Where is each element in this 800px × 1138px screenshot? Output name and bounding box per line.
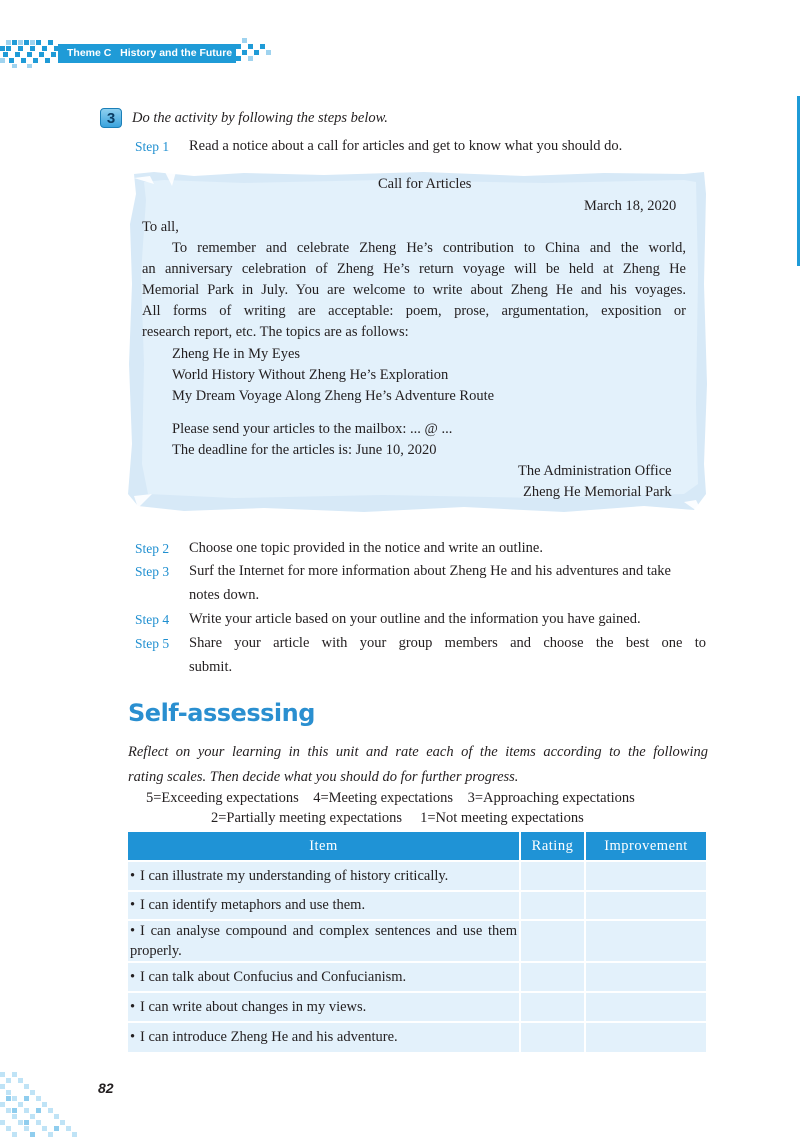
item-text: I can illustrate my understanding of history critically.: [140, 867, 449, 884]
item-cell: [128, 962, 520, 992]
item-cell: [128, 1022, 520, 1052]
rating-cell[interactable]: [520, 920, 585, 962]
step-5: [135, 632, 169, 656]
header-pixel-decoration-right: [234, 38, 274, 68]
step-3-continuation: notes down.: [189, 587, 260, 603]
table-row: [128, 992, 706, 1022]
footer-pixel-decoration: [0, 1068, 95, 1138]
notice-body-line: All forms of writing are acceptable: poem, prose, argumentation, exposition or: [142, 303, 686, 319]
notice-body-line: research report, etc. The topics are as follows:: [142, 324, 409, 340]
table-row: [128, 861, 706, 891]
step-text: Surf the Internet for more information about Zheng He and his adventures and take: [189, 563, 671, 579]
table-row: [128, 962, 706, 992]
header-band: [58, 44, 236, 63]
bullet-icon: •: [130, 923, 136, 939]
improvement-cell[interactable]: [585, 891, 706, 920]
notice-signature-park: Zheng He Memorial Park: [523, 484, 672, 500]
table-row: [128, 920, 706, 962]
item-text: I can analyse compound and complex sentences and use them properly.: [130, 923, 517, 959]
item-cell: [128, 861, 520, 891]
bullet-icon: •: [130, 998, 136, 1015]
improvement-cell[interactable]: [585, 920, 706, 962]
step-label: Step 1: [135, 139, 170, 154]
step-text: Share your article with your group members and choose the best one to: [189, 635, 706, 651]
item-text: I can write about changes in my views.: [140, 998, 367, 1015]
notice-topic: My Dream Voyage Along Zheng He’s Adventure Route: [172, 388, 495, 404]
notice-title: Call for Articles: [378, 176, 472, 192]
item-cell: [128, 992, 520, 1022]
improvement-cell[interactable]: [585, 962, 706, 992]
notice-salutation: To all,: [142, 219, 179, 235]
column-header-improvement: Improvement: [585, 832, 706, 861]
step-2: [135, 537, 543, 561]
notice-body-line: Memorial Park in July. You are welcome to write about Zheng He and his voyages.: [142, 282, 686, 298]
item-text: I can identify metaphors and use them.: [140, 897, 366, 913]
rating-cell[interactable]: [520, 962, 585, 992]
improvement-cell[interactable]: [585, 861, 706, 891]
step-label: Step 2: [135, 541, 170, 556]
page-number: 82: [98, 1080, 114, 1096]
rating-cell[interactable]: [520, 1022, 585, 1052]
step-4: [135, 608, 641, 632]
step-text: Write your article based on your outline and the information you have gained.: [189, 611, 641, 627]
step-1: [135, 135, 623, 159]
rating-scale-line: 2=Partially meeting expectations 1=Not meeting expectations: [211, 810, 584, 826]
notice-topic: Zheng He in My Eyes: [172, 346, 301, 362]
improvement-cell[interactable]: [585, 1022, 706, 1052]
bullet-icon: •: [130, 897, 136, 913]
notice-topic: World History Without Zheng He’s Exploration: [172, 367, 449, 383]
reflect-line: rating scales. Then decide what you should do for further progress.: [128, 769, 519, 785]
step-3: [135, 560, 671, 584]
rating-scale-line: 5=Exceeding expectations 4=Meeting expectations 3=Approaching expectations: [146, 790, 635, 806]
step-5-continuation: submit.: [189, 659, 233, 675]
step-text: Read a notice about a call for articles and get to know what you should do.: [189, 138, 623, 154]
step-label: Step 3: [135, 564, 170, 579]
bullet-icon: •: [130, 968, 136, 985]
rating-cell[interactable]: [520, 891, 585, 920]
improvement-cell[interactable]: [585, 992, 706, 1022]
column-header-item: Item: [128, 832, 520, 861]
self-assessment-table: [128, 832, 706, 1052]
item-cell: [128, 891, 520, 920]
table-row: [128, 1022, 706, 1052]
item-text: I can introduce Zheng He and his adventure.: [140, 1029, 398, 1045]
reflect-line: Reflect on your learning in this unit and rate each of the items according to the following: [128, 744, 708, 760]
header-theme: Theme C: [67, 47, 112, 59]
rating-cell[interactable]: [520, 992, 585, 1022]
bullet-icon: •: [130, 867, 136, 884]
activity-instruction: Do the activity by following the steps below.: [132, 110, 388, 126]
item-text: I can talk about Confucius and Confucianism.: [140, 968, 407, 985]
table-row: [128, 891, 706, 920]
step-label: Step 4: [135, 612, 170, 627]
notice-body-line: To remember and celebrate Zheng He’s contribution to China and the world,: [172, 240, 686, 256]
column-header-rating: Rating: [520, 832, 585, 861]
self-assessing-title: Self-assessing: [128, 699, 315, 727]
header-pixel-decoration: [0, 38, 62, 68]
item-cell: [128, 920, 520, 962]
activity-number-badge: 3: [100, 108, 122, 128]
step-label: Step 5: [135, 636, 170, 651]
header-title: History and the Future: [120, 47, 233, 59]
notice-body-line: an anniversary celebration of Zheng He’s return voyage will be held at Zheng He: [142, 261, 686, 277]
bullet-icon: •: [130, 1029, 136, 1045]
notice-date: March 18, 2020: [584, 198, 677, 214]
notice-signature-office: The Administration Office: [518, 463, 672, 479]
rating-cell[interactable]: [520, 861, 585, 891]
notice-deadline: The deadline for the articles is: June 10, 2020: [172, 442, 437, 458]
reflect-instruction: [128, 740, 708, 790]
step-text: Choose one topic provided in the notice and write an outline.: [189, 540, 543, 556]
notice-mailbox: Please send your articles to the mailbox: ... @ ...: [172, 421, 453, 437]
table-header-row: [128, 832, 706, 861]
